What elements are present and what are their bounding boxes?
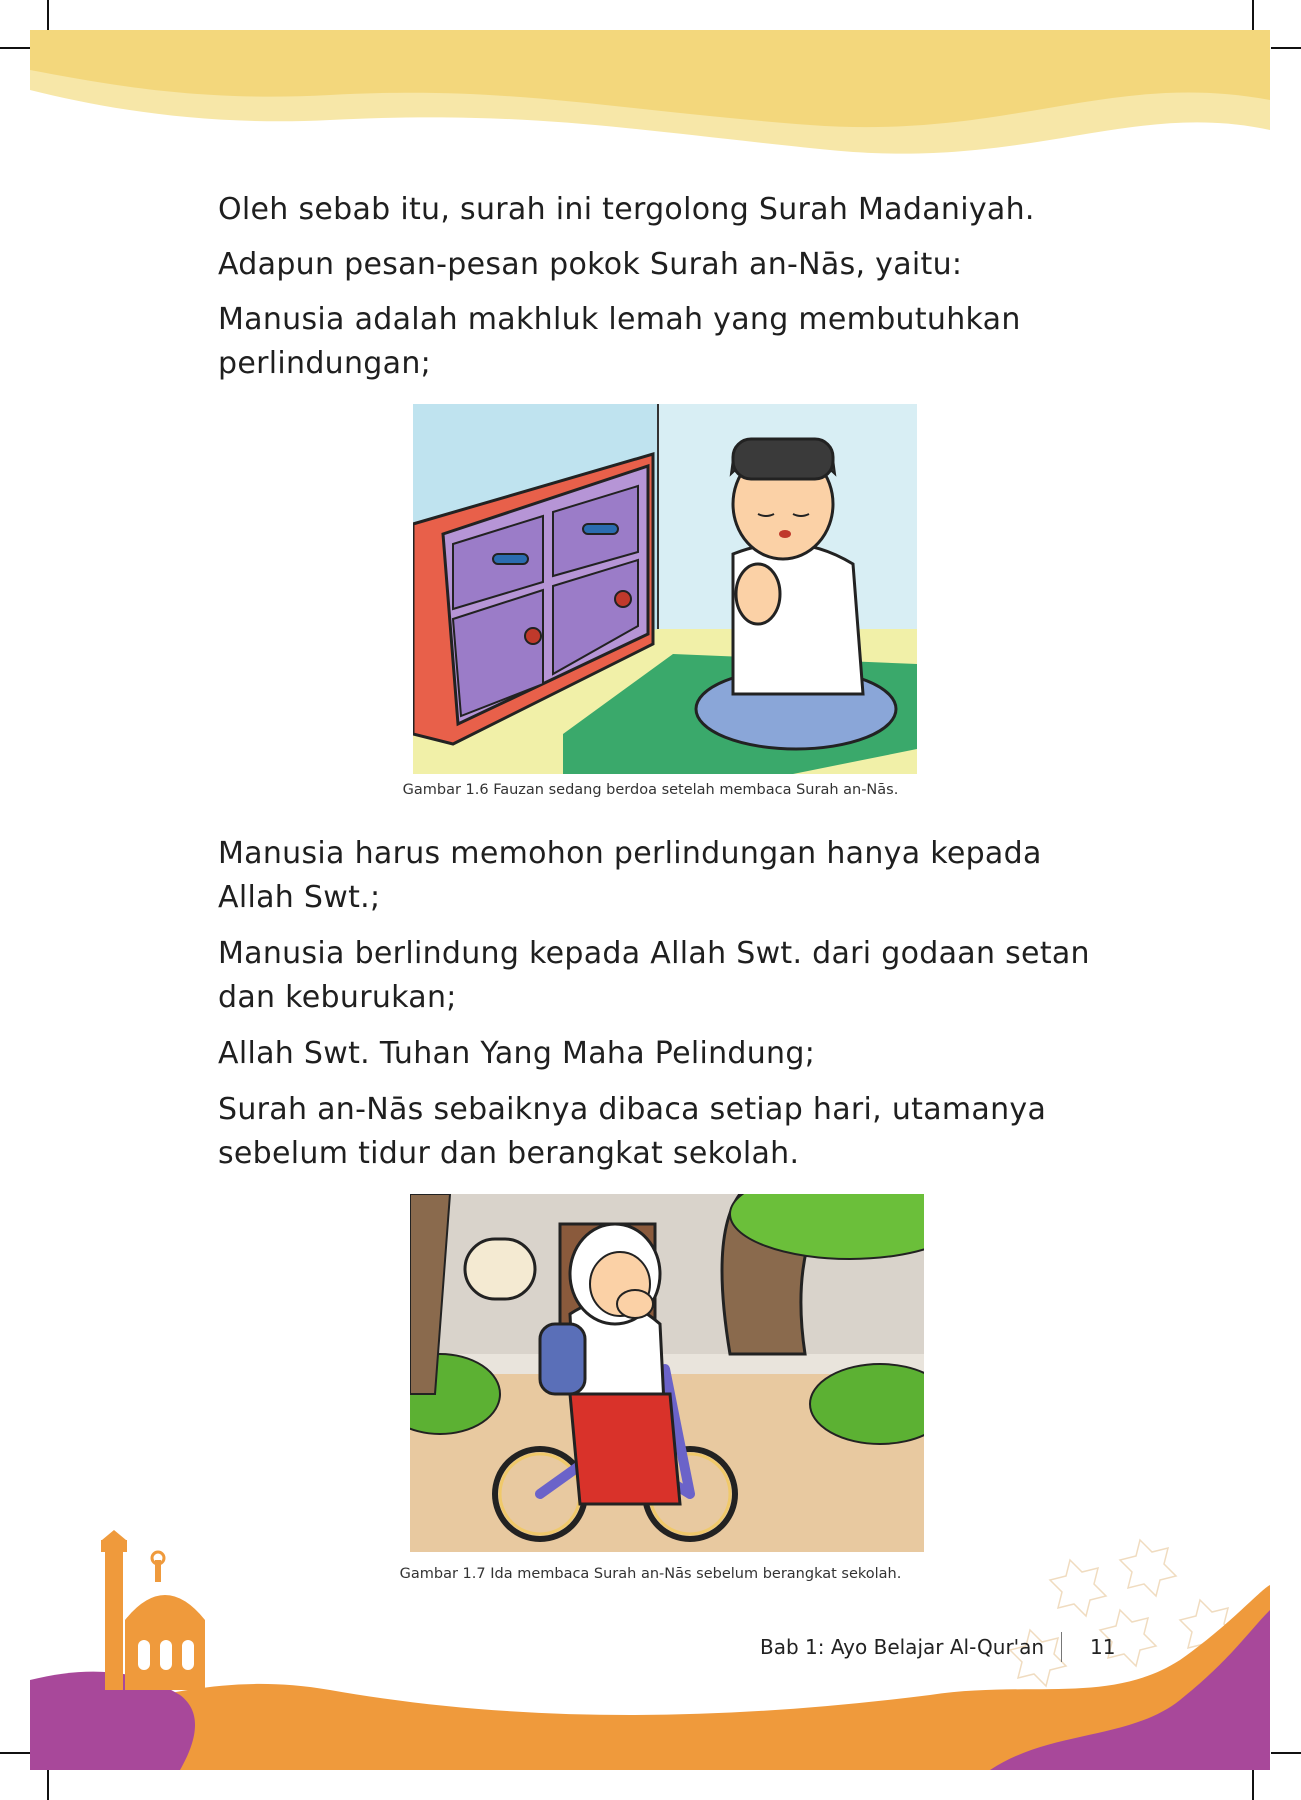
girl-with-bicycle-illustration: [410, 1194, 924, 1552]
crop-mark: [0, 47, 30, 49]
paragraph-point-5: Surah an-Nās sebaiknya dibaca setiap hari, utamanya sebelum tidur dan berangkat sekolah.: [218, 1092, 1047, 1171]
paragraph-madaniyah: Oleh sebab itu, surah ini tergolong Surah Madaniyah.: [218, 192, 1035, 227]
crop-mark: [1252, 1770, 1254, 1800]
crop-mark: [47, 0, 49, 30]
header-wave-banner: [30, 30, 1270, 160]
crop-mark: [1252, 0, 1254, 30]
paragraph-point-4: Allah Swt. Tuhan Yang Maha Pelindung;: [218, 1036, 816, 1071]
paragraph-point-1: Manusia adalah makhluk lemah yang membutuhkan perlindungan;: [218, 302, 1021, 381]
figure-1-6-illustration: [413, 404, 917, 774]
crop-mark: [1271, 47, 1301, 49]
boy-praying-illustration: [413, 404, 917, 774]
paragraph-point-3: Manusia berlindung kepada Allah Swt. dari godaan setan dan keburukan;: [218, 936, 1090, 1015]
crop-mark: [1271, 1752, 1301, 1754]
page-number: 11: [1090, 1635, 1116, 1659]
figure-1-6-caption: Gambar 1.6 Fauzan sedang berdoa setelah membaca Surah an-Nās.: [402, 782, 899, 798]
paragraph-point-2: Manusia harus memohon perlindungan hanya kepada Allah Swt.;: [218, 836, 1042, 915]
crop-mark: [0, 1752, 30, 1754]
footer-divider: [1061, 1632, 1062, 1662]
footer-chapter-title: Bab 1: Ayo Belajar Al-Qur'an: [760, 1635, 1045, 1659]
crop-mark: [47, 1770, 49, 1800]
figure-1-7-caption: Gambar 1.7 Ida membaca Surah an-Nās sebelum berangkat sekolah.: [399, 1566, 902, 1582]
figure-1-7-illustration: [410, 1194, 924, 1552]
paragraph-pesan-pokok-intro: Adapun pesan-pesan pokok Surah an-Nās, yaitu:: [218, 247, 963, 282]
footer-decoration: [30, 1530, 1270, 1770]
